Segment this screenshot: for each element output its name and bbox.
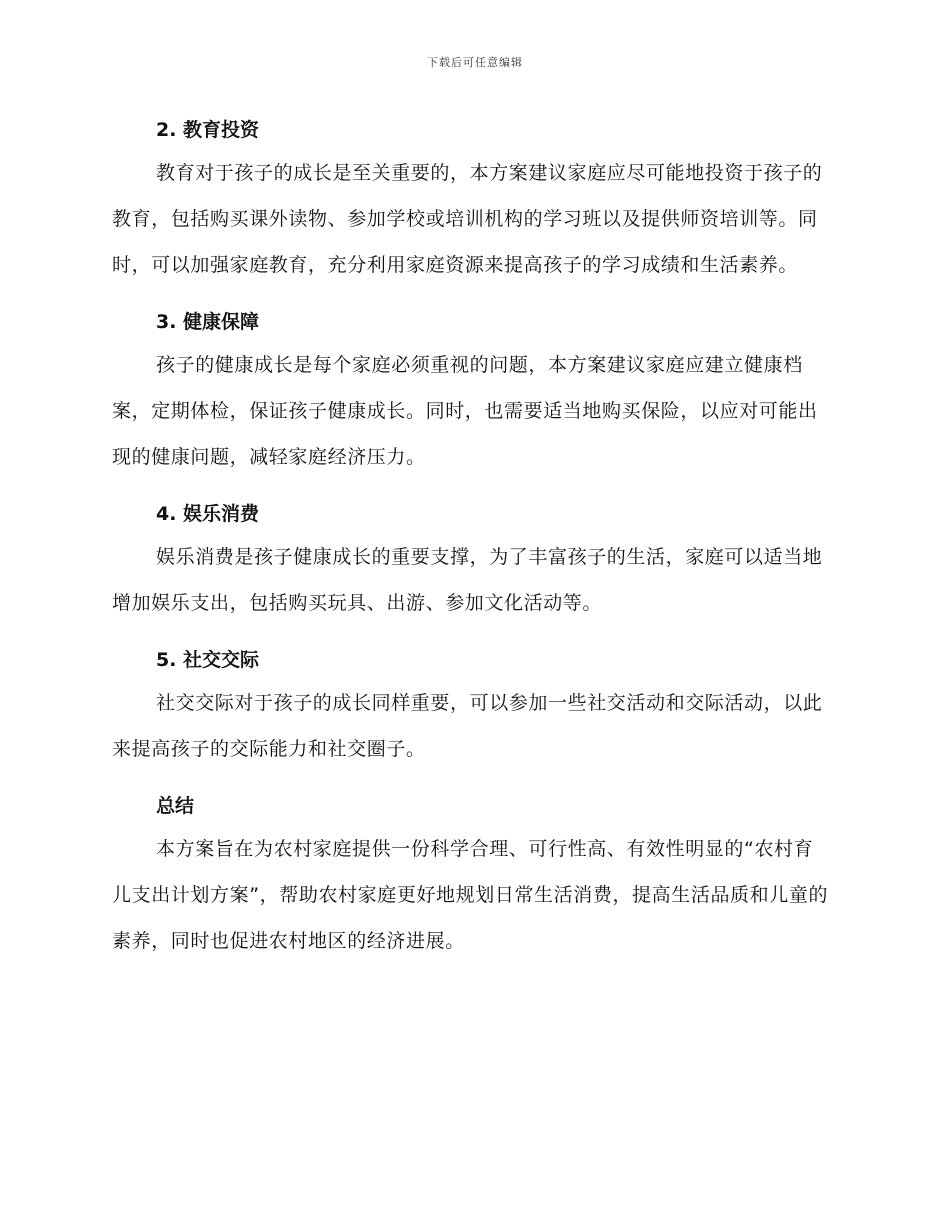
section-heading-health: 3. 健康保障	[156, 311, 260, 333]
section-heading-entertainment: 4. 娱乐消费	[156, 503, 260, 525]
section-heading-education: 2. 教育投资	[156, 119, 260, 141]
section-paragraph-health: 孩子的健康成长是每个家庭必须重视的问题，本方案建议家庭应建立健康档案，定期体检，保证孩子健康成长。同时，也需要适当地购买保险，以应对可能出现的健康问题，减轻家庭经济压力。	[112, 354, 818, 468]
section-heading-summary: 总结	[156, 795, 195, 817]
document-body	[112, 110, 832, 978]
section-paragraph-social: 社交交际对于孩子的成长同样重要，可以参加一些社交活动和交际活动，以此来提高孩子的交际能力和社交圈子。	[112, 692, 823, 760]
page-header: 下载后可任意编辑	[427, 56, 523, 69]
section-paragraph-entertainment: 娱乐消费是孩子健康成长的重要支撑，为了丰富孩子的生活，家庭可以适当地增加娱乐支出，包括购买玩具、出游、参加文化活动等。	[112, 546, 823, 614]
section-paragraph-education: 教育对于孩子的成长是至关重要的，本方案建议家庭应尽可能地投资于孩子的教育，包括购买课外读物、参加学校或培训机构的学习班以及提供师资培训等。同时，可以加强家庭教育，充分利用家庭资源来提高孩子的学习成绩和生活素养。	[112, 162, 823, 276]
section-heading-social: 5. 社交交际	[156, 649, 260, 671]
section-paragraph-summary: 本方案旨在为农村家庭提供一份科学合理、可行性高、有效性明显的“农村育儿支出计划方案”，帮助农村家庭更好地规划日常生活消费，提高生活品质和儿童的素养，同时也促进农村地区的经济进展。	[112, 838, 829, 952]
